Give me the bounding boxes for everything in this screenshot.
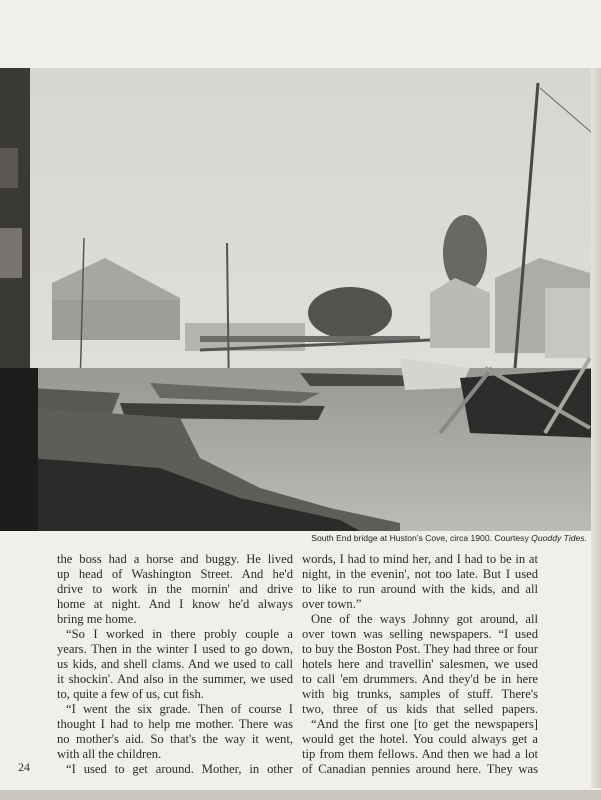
text-line: to call 'em drummers. And they'd be in here: [302, 672, 538, 686]
right-column: [302, 552, 538, 777]
text-line: home at night. And I know he'd always: [57, 597, 293, 611]
text-line: two, three of us kids that selled papers.: [302, 702, 538, 716]
text-line: no mother's aid. So that's the way it went,: [57, 732, 293, 746]
text-line: to like to run around with the kids, and all: [302, 582, 538, 596]
caption-credit: Quoddy Tides.: [531, 533, 587, 543]
text-line: years. Then in the winter I used to go down,: [57, 642, 293, 656]
text-line: with big trunks, samples of stuff. There's: [302, 687, 538, 701]
caption-text: South End bridge at Huston's Cove, circa 1900. Courtesy: [311, 533, 532, 543]
text-line: it shockin'. And also in the summer, we used: [57, 672, 293, 686]
text-line: to buy the Boston Post. They had three or four: [302, 642, 538, 656]
text-line: of Canadian pennies around here. They was: [302, 762, 538, 776]
page-number: 24: [18, 760, 30, 774]
text-line: One of the ways Johnny got around, all: [311, 612, 538, 626]
photo-caption: [311, 533, 587, 543]
text-line: the boss had a horse and buggy. He lived: [57, 552, 293, 566]
text-line: words, I had to mind her, and I had to be in at: [302, 552, 538, 566]
harbor-photograph: [0, 68, 601, 531]
text-line: “So I worked in there probly couple a: [66, 627, 293, 641]
text-line: night, in the evenin', not too late. But I used: [302, 567, 538, 581]
text-line: over town was selling newspapers. “I used: [302, 627, 538, 641]
text-line: “I went the six grade. Then of course I: [66, 702, 293, 716]
text-line: up head of Washington Street. And he'd: [57, 567, 293, 581]
text-line: drive to work in the mornin' and drive: [57, 582, 293, 596]
left-column: [57, 552, 293, 777]
text-line: bring me home.: [57, 612, 137, 626]
text-line: over town.”: [302, 597, 362, 611]
page-edge: [591, 68, 601, 788]
text-line: us kids, and shell clams. And we used to call: [57, 657, 293, 671]
text-line: tip from them fellows. And then we had a lot: [302, 747, 538, 761]
text-line: would get the hotel. You could always get a: [302, 732, 538, 746]
text-line: to, quite a few of us, cut fish.: [57, 687, 204, 701]
text-line: thought I had to help me mother. There was: [57, 717, 293, 731]
text-line: “And the first one [to get the newspapers]: [311, 717, 538, 731]
text-line: hotels here and travellin' salesmen, we used: [302, 657, 538, 671]
scan-bottom-edge: [0, 790, 601, 800]
text-line: with all the children.: [57, 747, 162, 761]
text-line: “I used to get around. Mother, in other: [66, 762, 293, 776]
